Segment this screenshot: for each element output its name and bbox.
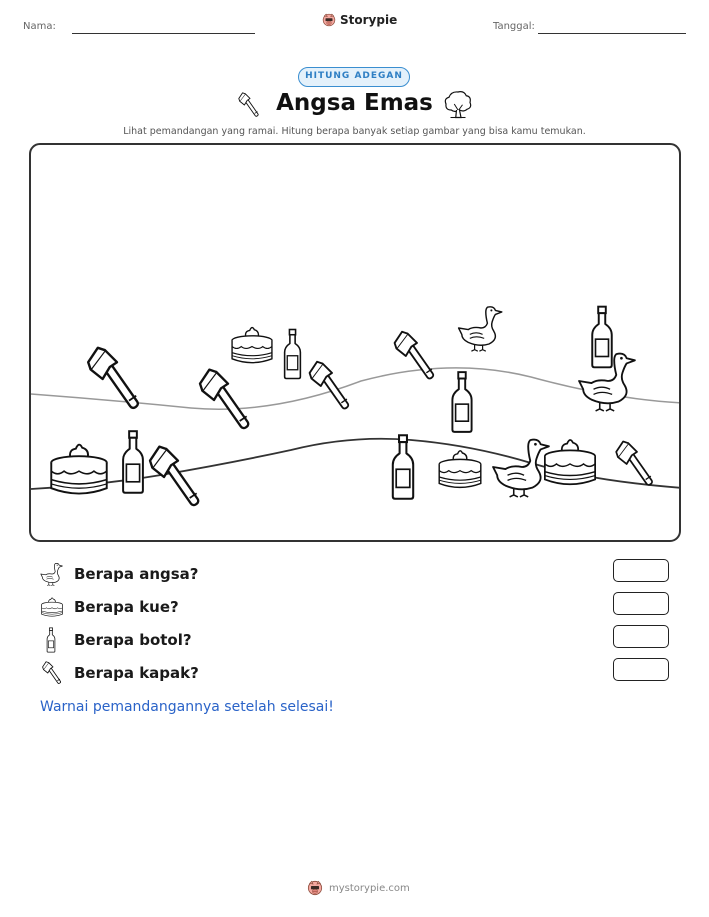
scene-axe: [616, 441, 653, 485]
scene-goose: [493, 440, 549, 497]
scene-cake: [232, 328, 272, 363]
scene-axe: [200, 370, 250, 430]
scene-bottle: [393, 435, 413, 498]
scene-goose: [459, 307, 502, 351]
color-note: Warnai pemandangannya setelah selesai!: [40, 699, 334, 715]
goose-icon: [40, 561, 64, 587]
page-title: Angsa Emas: [276, 90, 433, 116]
answer-box-axe[interactable]: [613, 658, 669, 681]
brand-name: Storypie: [340, 13, 398, 27]
scene-axe: [150, 447, 200, 507]
question-text: Berapa angsa?: [74, 565, 199, 583]
name-label: Nama:: [23, 21, 56, 32]
axe-icon: [40, 660, 66, 686]
question-text: Berapa botol?: [74, 631, 192, 649]
question-row-cake: [40, 593, 179, 621]
scene-bottle: [592, 307, 612, 368]
date-line[interactable]: [538, 33, 686, 34]
cake-icon: [40, 596, 64, 618]
activity-badge: HITUNG ADEGAN: [298, 67, 410, 87]
tree-icon: [443, 89, 473, 119]
scene-cake: [545, 440, 595, 484]
footer-url[interactable]: mystorypie.com: [329, 882, 410, 894]
counting-scene: [29, 143, 681, 542]
question-row-goose: [40, 560, 199, 588]
brand-logo: [322, 13, 397, 27]
question-row-bottle: [40, 626, 192, 654]
scene-axe: [310, 362, 350, 410]
scene-drawing: [31, 145, 681, 542]
scene-bottle: [123, 431, 143, 493]
scene-cake: [439, 451, 481, 488]
name-line[interactable]: [72, 33, 255, 34]
answer-box-bottle[interactable]: [613, 625, 669, 648]
question-row-axe: [40, 659, 199, 687]
scene-bottle: [285, 330, 301, 379]
date-label: Tanggal:: [493, 21, 535, 32]
storypie-mascot-icon: [322, 13, 336, 27]
instructions: Lihat pemandangan yang ramai. Hitung berapa banyak setiap gambar yang bisa kamu temukan.: [123, 126, 586, 137]
scene-cake: [51, 445, 106, 494]
question-text: Berapa kapak?: [74, 664, 199, 682]
footer: [307, 880, 410, 896]
answer-box-goose[interactable]: [613, 559, 669, 582]
scene-bottle: [452, 372, 471, 432]
question-text: Berapa kue?: [74, 598, 179, 616]
answer-box-cake[interactable]: [613, 592, 669, 615]
storypie-mascot-icon: [307, 880, 323, 896]
bottle-icon: [44, 627, 58, 653]
